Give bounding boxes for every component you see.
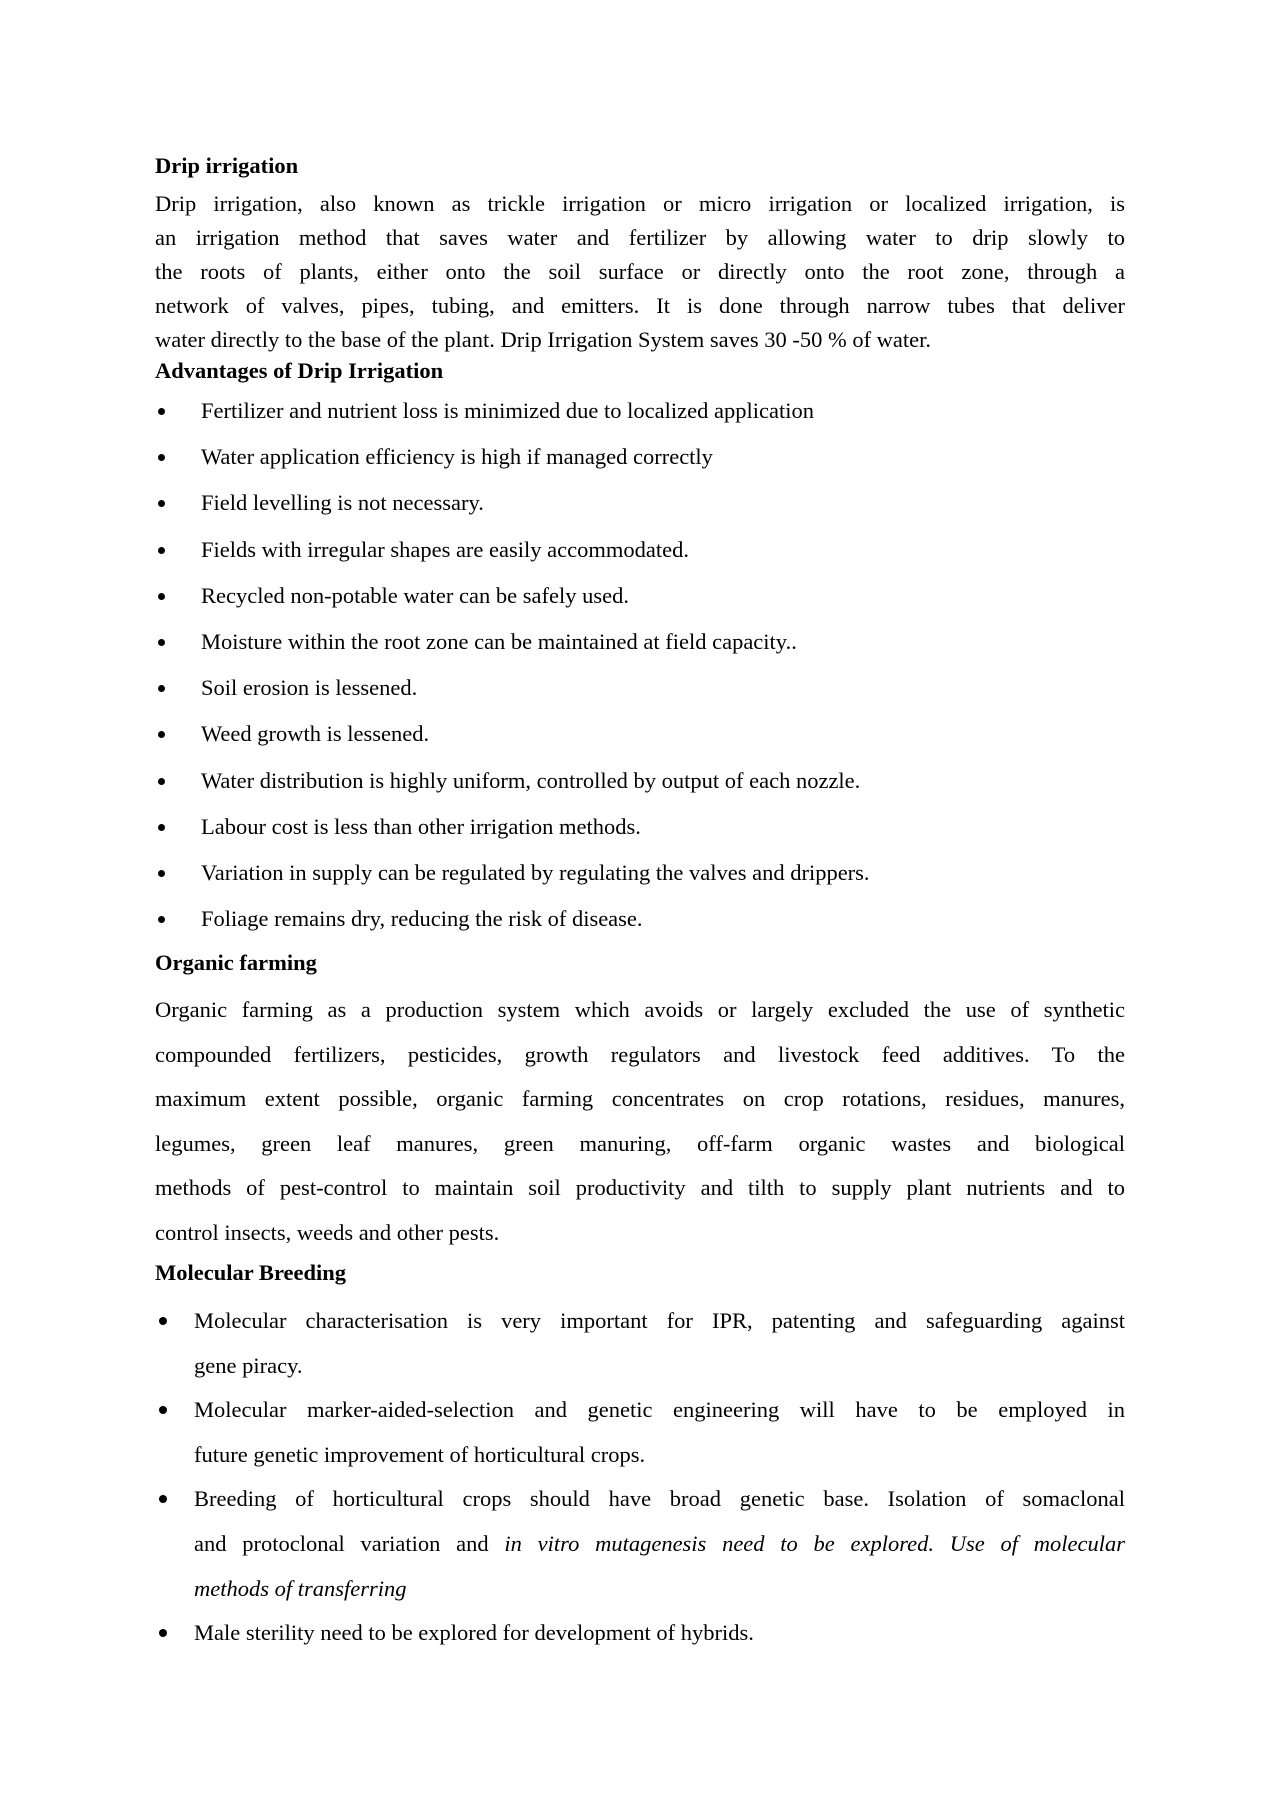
list-item-text: Labour cost is less than other irrigation methods. xyxy=(201,813,641,839)
list-item xyxy=(155,1616,1125,1661)
list-item-line xyxy=(194,1527,1125,1572)
paragraph-line: water directly to the base of the plant. Drip Irrigation System saves 30 -50 % of water. xyxy=(155,327,932,352)
list-item-line: Molecular characterisation is very important for IPR, patenting and safeguarding against xyxy=(194,1308,1125,1333)
list-item-line: Breeding of horticultural crops should have broad genetic base. Isolation of somaclonal xyxy=(194,1486,1125,1512)
list-item-line: future genetic improvement of horticultural crops. xyxy=(194,1441,646,1467)
list-item xyxy=(155,856,1125,902)
list-item xyxy=(155,1482,1125,1616)
list-item-text: Weed growth is lessened. xyxy=(201,721,430,747)
list-item xyxy=(155,1304,1125,1393)
section-heading-drip-irrigation: Drip irrigation xyxy=(155,153,299,178)
list-item-line: gene piracy. xyxy=(194,1352,303,1378)
section-heading-molecular-breeding: Molecular Breeding xyxy=(155,1260,347,1285)
list-item-text: Fertilizer and nutrient loss is minimized due to localized application xyxy=(201,398,814,423)
list-item-text: Moisture within the root zone can be maintained at field capacity.. xyxy=(201,628,797,654)
paragraph-line: network of valves, pipes, tubing, and emitters. It is done through narrow tubes that deliver xyxy=(155,293,1125,318)
text-italic: methods of transferring xyxy=(194,1575,407,1601)
paragraph-line: the roots of plants, either onto the soil surface or directly onto the root zone, through a xyxy=(155,259,1125,284)
advantages-list xyxy=(155,394,1125,948)
list-item xyxy=(155,810,1125,856)
list-item-line: Male sterility need to be explored for development of hybrids. xyxy=(194,1620,754,1646)
list-item-text: Fields with irregular shapes are easily accommodated. xyxy=(201,536,689,562)
list-item xyxy=(155,671,1125,717)
text-normal: and protoclonal variation and xyxy=(194,1530,505,1556)
paragraph-line: Drip irrigation, also known as trickle irrigation or micro irrigation or localized irrigation, is xyxy=(155,191,1125,216)
list-item-line xyxy=(194,1572,1125,1617)
list-item xyxy=(155,440,1125,486)
list-item xyxy=(155,533,1125,579)
list-item-text: Water application efficiency is high if managed correctly xyxy=(201,444,713,470)
list-item xyxy=(155,764,1125,810)
paragraph-line: compounded fertilizers, pesticides, growth regulators and livestock feed additives. To the xyxy=(155,1041,1125,1067)
paragraph-line: maximum extent possible, organic farming concentrates on crop rotations, residues, manures, xyxy=(155,1086,1125,1112)
paragraph-line: legumes, green leaf manures, green manuring, off-farm organic wastes and biological xyxy=(155,1130,1125,1156)
organic-farming-paragraph xyxy=(155,993,1125,1261)
drip-irrigation-paragraph xyxy=(155,187,1125,357)
paragraph-line: Organic farming as a production system which avoids or largely excluded the use of synthetic xyxy=(155,997,1125,1022)
list-item-text: Recycled non-potable water can be safely used. xyxy=(201,582,629,608)
list-item-text: Foliage remains dry, reducing the risk of disease. xyxy=(201,906,643,932)
list-item xyxy=(155,625,1125,671)
paragraph-line: methods of pest-control to maintain soil productivity and tilth to supply plant nutrients and to xyxy=(155,1175,1125,1201)
list-item-text: Field levelling is not necessary. xyxy=(201,490,484,516)
list-item-text: Soil erosion is lessened. xyxy=(201,675,418,701)
paragraph-line: an irrigation method that saves water and fertilizer by allowing water to drip slowly to xyxy=(155,225,1125,250)
list-item-line: Molecular marker-aided-selection and genetic engineering will have to be employed in xyxy=(194,1397,1125,1423)
text-italic: in vitro mutagenesis need to be explored. Use of molecular xyxy=(504,1530,1126,1556)
section-heading-advantages: Advantages of Drip Irrigation xyxy=(155,358,444,383)
paragraph-line: control insects, weeds and other pests. xyxy=(155,1219,500,1245)
list-item xyxy=(155,902,1125,948)
list-item-text: Water distribution is highly uniform, controlled by output of each nozzle. xyxy=(201,767,861,793)
section-heading-organic-farming: Organic farming xyxy=(155,950,317,975)
list-item xyxy=(155,717,1125,763)
list-item xyxy=(155,394,1125,440)
molecular-breeding-list xyxy=(155,1304,1125,1661)
list-item-text: Variation in supply can be regulated by regulating the valves and drippers. xyxy=(201,859,870,885)
list-item xyxy=(155,579,1125,625)
list-item xyxy=(155,486,1125,532)
list-item xyxy=(155,1393,1125,1482)
